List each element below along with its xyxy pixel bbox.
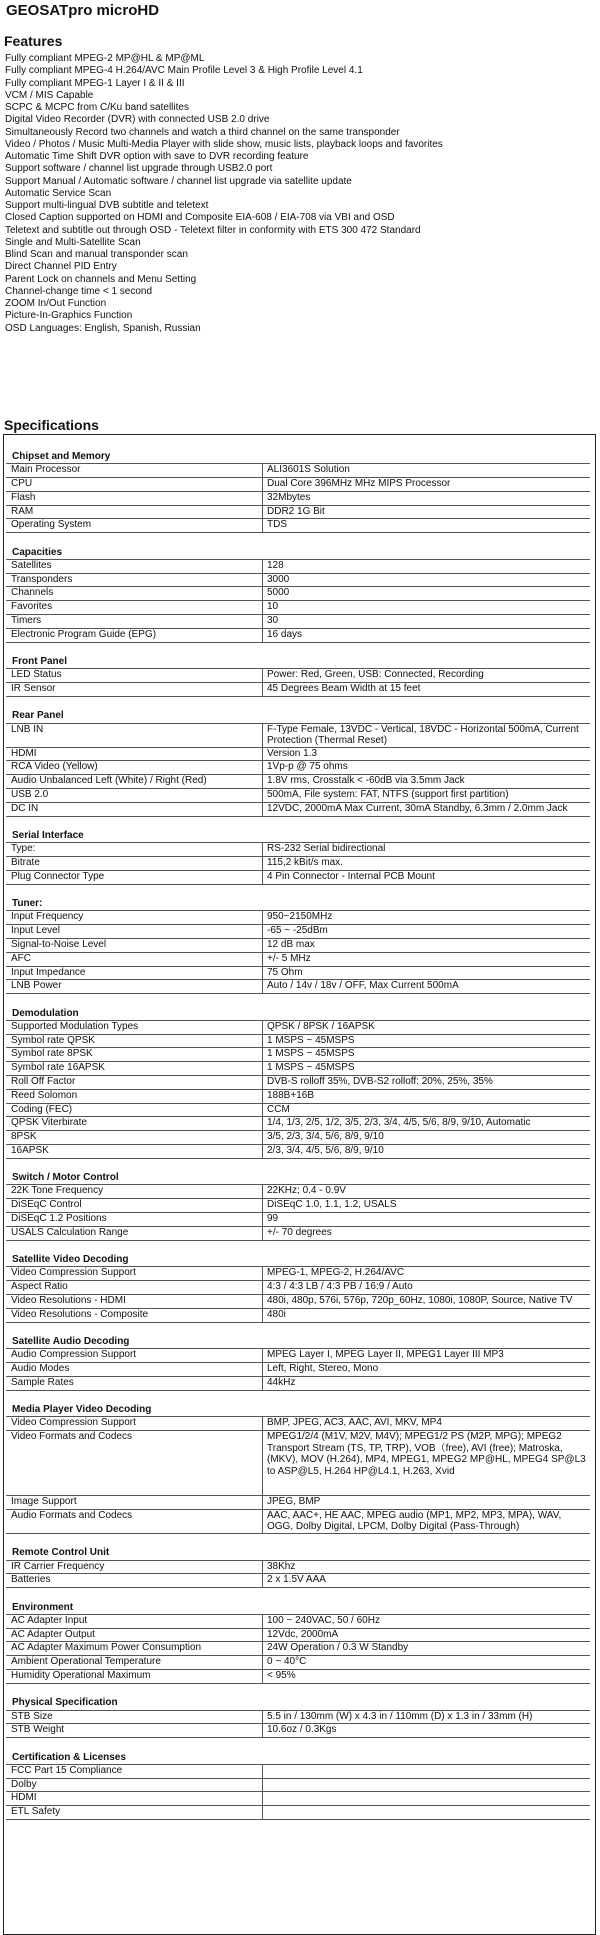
- spec-value: F-Type Female, 13VDC - Vertical, 18VDC - Horizontal 500mA, Current Protection (Thermal Reset): [267, 723, 579, 747]
- spec-value: 12VDC, 2000mA Max Current, 30mA Standby, 6.3mm / 2.0mm Jack: [267, 802, 568, 814]
- feature-item: Digital Video Recorder (DVR) with connected USB 2.0 drive: [5, 114, 270, 126]
- spec-row: [6, 574, 590, 588]
- spec-row: [6, 1076, 590, 1090]
- spec-value: 480i, 480p, 576i, 576p, 720p_60Hz, 1080i, 1080P, Source, Native TV: [267, 1294, 573, 1306]
- spec-value: < 95%: [267, 1670, 296, 1682]
- feature-item: Support Manual / Automatic software / channel list upgrade via satellite update: [5, 175, 352, 187]
- spec-label: Main Processor: [6, 464, 263, 477]
- features-heading: Features: [4, 33, 63, 49]
- spec-row: [6, 1062, 590, 1076]
- spec-label: Video Compression Support: [6, 1417, 263, 1430]
- spec-row: [6, 1711, 590, 1725]
- spec-label: Favorites: [6, 601, 263, 614]
- spec-row: [6, 1496, 590, 1510]
- spec-row: [6, 1117, 590, 1131]
- spec-label: Roll Off Factor: [6, 1076, 263, 1089]
- section-heading: Capacities: [6, 546, 590, 560]
- spec-value: 115,2 kBit/s max.: [267, 857, 343, 869]
- spec-value: 128: [267, 559, 284, 571]
- spec-value: +/- 5 MHz: [267, 952, 311, 964]
- spec-row: [6, 560, 590, 574]
- spec-row: [6, 1615, 590, 1629]
- spec-label: IR Sensor: [6, 683, 263, 696]
- spec-label: AFC: [6, 953, 263, 966]
- spec-label: Video Formats and Codecs: [6, 1431, 263, 1495]
- spec-label: STB Weight: [6, 1724, 263, 1737]
- spec-value: MPEG-1, MPEG-2, H.264/AVC: [267, 1267, 405, 1279]
- spec-row: [6, 1363, 590, 1377]
- feature-item: Channel-change time < 1 second: [5, 285, 153, 297]
- spec-label: Audio Formats and Codecs: [6, 1510, 263, 1533]
- spec-label: Symbol rate 8PSK: [6, 1048, 263, 1061]
- spec-value: Power: Red, Green, USB: Connected, Recording: [267, 669, 484, 681]
- spec-value: 12Vdc, 2000mA: [267, 1628, 339, 1640]
- spec-value: DDR2 1G Bit: [267, 505, 325, 517]
- spec-row: [6, 1185, 590, 1199]
- spec-label: Audio Modes: [6, 1363, 263, 1376]
- spec-label: Sample Rates: [6, 1377, 263, 1390]
- spec-label: AC Adapter Input: [6, 1615, 263, 1628]
- feature-item: Fully compliant MPEG-4 H.264/AVC Main Profile Level 3 & High Profile Level 4.1: [5, 65, 363, 77]
- spec-value: 44kHz: [267, 1376, 296, 1388]
- spec-label: Bitrate: [6, 857, 263, 870]
- spec-row: [6, 519, 590, 533]
- spec-label: USB 2.0: [6, 789, 263, 802]
- spec-value: 1/4, 1/3, 2/5, 1/2, 3/5, 2/3, 3/4, 4/5, 5/6, 8/9, 9/10, Automatic: [267, 1117, 531, 1129]
- spec-label: Ambient Operational Temperature: [6, 1656, 263, 1669]
- spec-value: 30: [267, 615, 279, 627]
- spec-row: [6, 939, 590, 953]
- spec-value: ALI3601S Solution: [267, 464, 350, 476]
- spec-value: AAC, AAC+, HE AAC, MPEG audio (MP1, MP2, MP3, MPA), WAV, OGG, Dolby Digital, LPCM, Dolby Digital (Pass-Through): [267, 1509, 562, 1533]
- spec-value: BMP, JPEG, AC3, AAC, AVI, MKV, MP4: [267, 1417, 442, 1429]
- spec-label: RAM: [6, 506, 263, 519]
- spec-label: 22K Tone Frequency: [6, 1185, 263, 1198]
- spec-value: 2 x 1.5V AAA: [267, 1574, 326, 1586]
- spec-value: DiSEqC 1.0, 1.1, 1.2, USALS: [267, 1199, 397, 1211]
- spec-value: 75 Ohm: [267, 966, 303, 978]
- spec-value: QPSK / 8PSK / 16APSK: [267, 1020, 375, 1032]
- spec-label: 16APSK: [6, 1145, 263, 1158]
- feature-item: Teletext and subtitle out through OSD - Teletext filter in conformity with ETS 300 472 Standard: [5, 224, 421, 236]
- spec-value: 480i: [267, 1308, 286, 1320]
- spec-value: 5.5 in / 130mm (W) x 4.3 in / 110mm (D) x 1.3 in / 33mm (H): [267, 1710, 533, 1722]
- spec-label: AC Adapter Output: [6, 1629, 263, 1642]
- spec-label: LNB Power: [6, 980, 263, 993]
- spec-value: 4 Pin Connector - Internal PCB Mount: [267, 870, 435, 882]
- spec-row: [6, 1104, 590, 1118]
- feature-item: Picture-In-Graphics Function: [5, 310, 133, 322]
- spec-row: [6, 967, 590, 981]
- spec-row: [6, 1417, 590, 1431]
- spec-value: 5000: [267, 587, 290, 599]
- spec-row: [6, 1281, 590, 1295]
- spec-label: 8PSK: [6, 1131, 263, 1144]
- spec-label: DC IN: [6, 803, 263, 816]
- feature-item: ZOOM In/Out Function: [5, 298, 107, 309]
- spec-row: [6, 1779, 590, 1793]
- spec-value: 10.6oz / 0.3Kgs: [267, 1724, 337, 1736]
- spec-label: DiSEqC Control: [6, 1199, 263, 1212]
- spec-row: [6, 1629, 590, 1643]
- spec-label: Operating System: [6, 519, 263, 532]
- spec-label: Symbol rate QPSK: [6, 1035, 263, 1048]
- feature-item: Simultaneously Record two channels and watch a third channel on the same transponder: [5, 126, 400, 138]
- spec-label: Input Level: [6, 925, 263, 938]
- spec-label: Coding (FEC): [6, 1104, 263, 1117]
- spec-value: Dual Core 396MHz MHz MIPS Processor: [267, 477, 451, 489]
- spec-row: [6, 925, 590, 939]
- spec-row: [6, 1213, 590, 1227]
- spec-row: [6, 1561, 590, 1575]
- spec-label: Aspect Ratio: [6, 1281, 263, 1294]
- section-heading: Switch / Motor Control: [6, 1171, 590, 1185]
- spec-value: MPEG1/2/4 (M1V, M2V, M4V); MPEG1/2 PS (M2P, MPG); MPEG2 Transport Stream (TS, TP, TRP), VOB（free), AVI (free); Matroska, (MKV), MOV (H.264), MP4, MPEG1, MPEG2 MP@HL, MPEG4 SP@L3 to ASP@L5, H.264 HP@L4.1, H.263, Xvid: [267, 1431, 586, 1477]
- spec-label: STB Size: [6, 1711, 263, 1724]
- spec-row: [6, 871, 590, 885]
- feature-item: VCM / MIS Capable: [5, 89, 94, 101]
- spec-value: DVB-S rolloff 35%, DVB-S2 rolloff: 20%, 25%, 35%: [267, 1076, 493, 1088]
- spec-row: [6, 587, 590, 601]
- spec-value: 24W Operation / 0.3 W Standby: [267, 1642, 409, 1654]
- spec-label: USALS Calculation Range: [6, 1227, 263, 1240]
- spec-label: LNB IN: [6, 724, 263, 747]
- spec-label: RCA Video (Yellow): [6, 761, 263, 774]
- spec-row: [6, 1806, 590, 1820]
- spec-label: Signal-to-Noise Level: [6, 939, 263, 952]
- section-heading: Environment: [6, 1601, 590, 1615]
- spec-value: MPEG Layer I, MPEG Layer II, MPEG1 Layer III MP3: [267, 1349, 504, 1361]
- spec-row: [6, 1048, 590, 1062]
- spec-row: [6, 478, 590, 492]
- spec-label: Type:: [6, 843, 263, 856]
- spec-value: 3/5, 2/3, 3/4, 5/6, 8/9, 9/10: [267, 1131, 384, 1143]
- spec-row: [6, 1267, 590, 1281]
- spec-value: 38Khz: [267, 1560, 296, 1572]
- spec-value: CCM: [267, 1103, 290, 1115]
- feature-item: Video / Photos / Music Multi-Media Player with slide show, music lists, playback loops and favorites: [5, 138, 443, 150]
- spec-row: [6, 1431, 590, 1496]
- section-heading: Satellite Audio Decoding: [6, 1335, 590, 1349]
- features-list: [5, 53, 443, 335]
- feature-item: OSD Languages: English, Spanish, Russian: [5, 322, 201, 334]
- section-heading: Chipset and Memory: [6, 450, 590, 464]
- spec-value: +/- 70 degrees: [267, 1226, 332, 1238]
- spec-row: [6, 1349, 590, 1363]
- feature-item: Support multi-lingual DVB subtitle and teletext: [5, 200, 209, 211]
- spec-label: LED Status: [6, 669, 263, 682]
- spec-row: [6, 1295, 590, 1309]
- spec-label: HDMI: [6, 1792, 263, 1805]
- spec-label: Symbol rate 16APSK: [6, 1062, 263, 1075]
- spec-value: Left, Right, Stereo, Mono: [267, 1363, 379, 1375]
- spec-value: [263, 1765, 590, 1778]
- spec-value: 1 MSPS ~ 45MSPS: [267, 1048, 355, 1060]
- spec-value: 10: [267, 601, 279, 613]
- spec-row: [6, 1227, 590, 1241]
- feature-item: Automatic Time Shift DVR option with save to DVR recording feature: [5, 151, 309, 162]
- spec-label: Video Resolutions - HDMI: [6, 1295, 263, 1308]
- spec-row: [6, 492, 590, 506]
- spec-row: [6, 1724, 590, 1738]
- spec-row: [6, 615, 590, 629]
- spec-label: IR Carrier Frequency: [6, 1561, 263, 1574]
- spec-value: 1Vp-p @ 75 ohms: [267, 761, 348, 773]
- feature-item: Parent Lock on channels and Menu Setting: [5, 273, 197, 285]
- spec-label: Satellites: [6, 560, 263, 573]
- section-heading: Serial Interface: [6, 829, 590, 843]
- spec-label: Input Frequency: [6, 911, 263, 924]
- spec-row: [6, 1574, 590, 1588]
- section-heading: Physical Specification: [6, 1696, 590, 1710]
- spec-row: [6, 1090, 590, 1104]
- spec-row: [6, 789, 590, 803]
- feature-item: Fully compliant MPEG-2 MP@HL & MP@ML: [5, 53, 205, 64]
- feature-item: Blind Scan and manual transponder scan: [5, 249, 188, 260]
- spec-value: 0 ~ 40°C: [267, 1656, 307, 1668]
- spec-label: ETL Safety: [6, 1806, 263, 1819]
- spec-value: Auto / 14v / 18v / OFF, Max Current 500mA: [267, 980, 459, 992]
- section-heading: Tuner:: [6, 897, 590, 911]
- spec-label: Image Support: [6, 1496, 263, 1509]
- spec-row: [6, 1765, 590, 1779]
- spec-row: [6, 748, 590, 762]
- spec-value: 45 Degrees Beam Width at 15 feet: [267, 683, 421, 695]
- spec-row: [6, 761, 590, 775]
- feature-item: Direct Channel PID Entry: [5, 261, 117, 273]
- feature-item: Automatic Service Scan: [5, 187, 112, 199]
- spec-row: [6, 1377, 590, 1391]
- spec-label: Humidity Operational Maximum: [6, 1670, 263, 1683]
- spec-value: [263, 1792, 590, 1805]
- spec-row: [6, 1656, 590, 1670]
- section-heading: Certification & Licenses: [6, 1751, 590, 1765]
- spec-label: Audio Compression Support: [6, 1349, 263, 1362]
- spec-row: [6, 857, 590, 871]
- section-heading: Remote Control Unit: [6, 1546, 590, 1560]
- section-heading: Front Panel: [6, 655, 590, 669]
- spec-label: Audio Unbalanced Left (White) / Right (Red): [6, 775, 263, 788]
- feature-item: SCPC & MCPC from C/Ku band satellites: [5, 102, 189, 113]
- spec-row: [6, 775, 590, 789]
- spec-row: [6, 724, 590, 748]
- spec-value: 4:3 / 4:3 LB / 4:3 PB / 16:9 / Auto: [267, 1281, 413, 1293]
- spec-row: [6, 629, 590, 643]
- spec-value: -65 ~ -25dBm: [267, 925, 328, 937]
- spec-row: [6, 1309, 590, 1323]
- spec-row: [6, 803, 590, 817]
- spec-value: 950~2150MHz: [267, 911, 333, 923]
- spec-row: [6, 464, 590, 478]
- spec-label: Plug Connector Type: [6, 871, 263, 884]
- section-heading: Satellite Video Decoding: [6, 1253, 590, 1267]
- spec-row: [6, 1199, 590, 1213]
- section-heading: Demodulation: [6, 1007, 590, 1021]
- spec-value: 32Mbytes: [267, 491, 311, 503]
- feature-item: Support software / channel list upgrade through USB2.0 port: [5, 163, 273, 175]
- spec-label: CPU: [6, 478, 263, 491]
- spec-value: 500mA, File system: FAT, NTFS (support first partition): [267, 789, 509, 800]
- spec-value: 100 ~ 240VAC, 50 / 60Hz: [267, 1614, 380, 1626]
- spec-value: [263, 1806, 590, 1819]
- specifications-table: [6, 450, 590, 1820]
- spec-value: 2/3, 3/4, 4/5, 5/6, 8/9, 9/10: [267, 1145, 384, 1156]
- specifications-heading: Specifications: [4, 417, 99, 433]
- spec-label: QPSK Viterbirate: [6, 1117, 263, 1130]
- section-heading: Rear Panel: [6, 709, 590, 723]
- spec-row: [6, 980, 590, 994]
- spec-value: 1 MSPS ~ 45MSPS: [267, 1062, 355, 1074]
- spec-value: 22KHz; 0.4 - 0.9V: [267, 1185, 346, 1197]
- feature-item: Fully compliant MPEG-1 Layer I & II & III: [5, 77, 185, 89]
- spec-value: 1 MSPS ~ 45MSPS: [267, 1034, 355, 1046]
- spec-label: Supported Modulation Types: [6, 1021, 263, 1034]
- spec-label: DiSEqC 1.2 Positions: [6, 1213, 263, 1226]
- page-title: GEOSATpro microHD: [6, 2, 160, 19]
- spec-label: Transponders: [6, 574, 263, 587]
- spec-value: 3000: [267, 573, 290, 585]
- spec-row: [6, 1792, 590, 1806]
- spec-row: [6, 669, 590, 683]
- spec-row: [6, 1510, 590, 1534]
- feature-item: Single and Multi-Satellite Scan: [5, 236, 141, 248]
- spec-row: [6, 683, 590, 697]
- spec-row: [6, 601, 590, 615]
- spec-label: Electronic Program Guide (EPG): [6, 629, 263, 642]
- spec-row: [6, 843, 590, 857]
- spec-value: Version 1.3: [267, 747, 318, 759]
- spec-label: Timers: [6, 615, 263, 628]
- spec-row: [6, 1131, 590, 1145]
- spec-label: FCC Part 15 Compliance: [6, 1765, 263, 1778]
- spec-row: [6, 911, 590, 925]
- spec-label: Dolby: [6, 1779, 263, 1792]
- feature-item: Closed Caption supported on HDMI and Composite EIA-608 / EIA-708 via VBI and OSD: [5, 212, 395, 224]
- spec-label: Input Impedance: [6, 967, 263, 980]
- spec-value: 16 days: [267, 628, 303, 640]
- spec-value: TDS: [267, 519, 287, 531]
- spec-row: [6, 1021, 590, 1035]
- spec-label: HDMI: [6, 748, 263, 761]
- spec-label: Batteries: [6, 1574, 263, 1587]
- spec-value: 188B+16B: [267, 1089, 314, 1101]
- spec-label: Flash: [6, 492, 263, 505]
- spec-value: 1.8V rms, Crosstalk < -60dB via 3.5mm Jack: [267, 775, 465, 787]
- spec-value: 99: [267, 1213, 279, 1225]
- spec-label: AC Adapter Maximum Power Consumption: [6, 1642, 263, 1655]
- spec-row: [6, 1670, 590, 1684]
- spec-row: [6, 506, 590, 520]
- spec-label: Video Compression Support: [6, 1267, 263, 1280]
- spec-value: JPEG, BMP: [267, 1496, 321, 1508]
- spec-label: Reed Solomon: [6, 1090, 263, 1103]
- spec-row: [6, 953, 590, 967]
- spec-value: [263, 1779, 590, 1792]
- spec-label: Video Resolutions - Composite: [6, 1309, 263, 1322]
- spec-row: [6, 1145, 590, 1159]
- spec-value: RS-232 Serial bidirectional: [267, 843, 386, 855]
- spec-label: Channels: [6, 587, 263, 600]
- spec-value: 12 dB max: [267, 938, 315, 950]
- spec-row: [6, 1035, 590, 1049]
- section-heading: Media Player Video Decoding: [6, 1403, 590, 1417]
- spec-row: [6, 1642, 590, 1656]
